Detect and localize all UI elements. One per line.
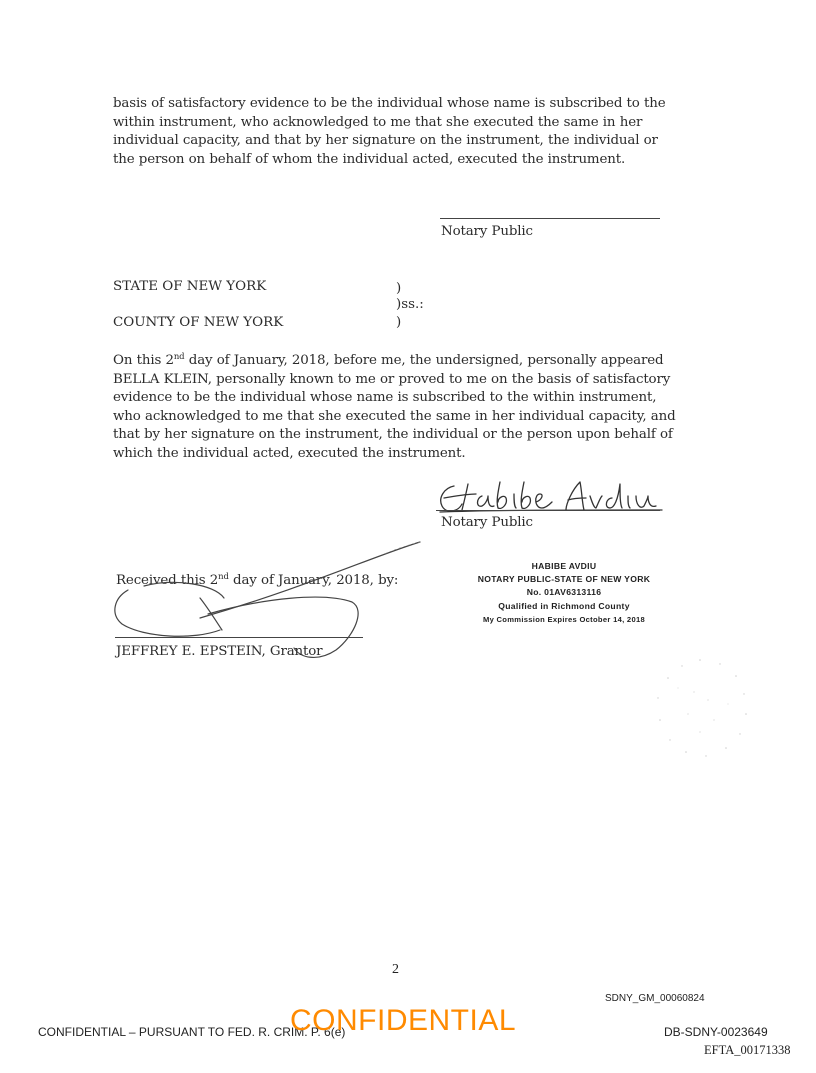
received-rest: day of January, 2018, by: <box>228 573 399 588</box>
stamp-name: HABIBE AVDIU <box>531 561 597 571</box>
page-number: 2 <box>392 962 399 977</box>
notary-signature-line-2 <box>436 510 660 511</box>
grantor-name: JEFFREY E. EPSTEIN, Grantor <box>116 644 323 659</box>
notary-public-label-2: Notary Public <box>441 515 533 530</box>
venue-bracket-bottom: ) <box>396 315 402 330</box>
ordinal-suffix: nd <box>173 352 185 362</box>
paragraph-line: which the individual acted, executed the instrument. <box>113 445 466 461</box>
paragraph-line: within instrument, who acknowledged to me that she executed the same in her <box>113 114 643 130</box>
venue-bracket-ss: )ss.: <box>396 297 424 312</box>
paragraph-line: that by her signature on the instrument, the individual or the person upon behalf of <box>113 427 673 443</box>
stamp-qualified: Qualified in Richmond County <box>498 600 630 611</box>
footer-confidential-notice: CONFIDENTIAL – PURSUANT TO FED. R. CRIM. P. 6(e) <box>38 1025 346 1039</box>
venue-bracket-top: ) <box>396 281 402 296</box>
ordinal-suffix: nd <box>218 572 229 582</box>
paragraph-line: evidence to be the individual whose name is subscribed to the within instrument, <box>113 390 657 406</box>
first-paragraph <box>113 95 683 169</box>
acknowledgment-paragraph <box>113 348 683 464</box>
paragraph-line-prefix: On this 2 <box>113 353 174 368</box>
grantor-signature-line <box>115 637 363 638</box>
paragraph-line: the person on behalf of whom the individual acted, executed the instrument. <box>113 151 626 167</box>
paragraph-line: individual capacity, and that by her signature on the instrument, the individual or <box>113 133 658 149</box>
notary-stamp <box>456 560 672 626</box>
bates-number-top: SDNY_GM_00060824 <box>605 993 705 1004</box>
venue-state: STATE OF NEW YORK <box>113 279 267 294</box>
notary-signature-line-1 <box>440 218 660 219</box>
embossed-seal <box>648 648 758 768</box>
stamp-title: NOTARY PUBLIC-STATE OF NEW YORK <box>477 574 651 585</box>
paragraph-line: basis of satisfactory evidence to be the individual whose name is subscribed to the <box>113 96 666 111</box>
paragraph-line-rest: day of January, 2018, before me, the undersigned, personally appeared <box>184 353 664 368</box>
notary-public-label-1: Notary Public <box>441 224 533 239</box>
paragraph-line <box>113 348 683 371</box>
paragraph-line: BELLA KLEIN, personally known to me or proved to me on the basis of satisfactory <box>113 371 671 387</box>
confidential-watermark: CONFIDENTIAL <box>290 1004 517 1037</box>
efta-number: EFTA_00171338 <box>704 1043 791 1057</box>
received-prefix: Received this 2 <box>116 573 219 588</box>
stamp-number: No. 01AV6313116 <box>526 587 602 598</box>
venue-county: COUNTY OF NEW YORK <box>113 315 284 330</box>
stamp-expires: My Commission Expires October 14, 2018 <box>482 614 646 624</box>
bates-number-right: DB-SDNY-0023649 <box>664 1025 768 1039</box>
paragraph-line: who acknowledged to me that she executed the same in her individual capacity, and <box>113 408 676 424</box>
